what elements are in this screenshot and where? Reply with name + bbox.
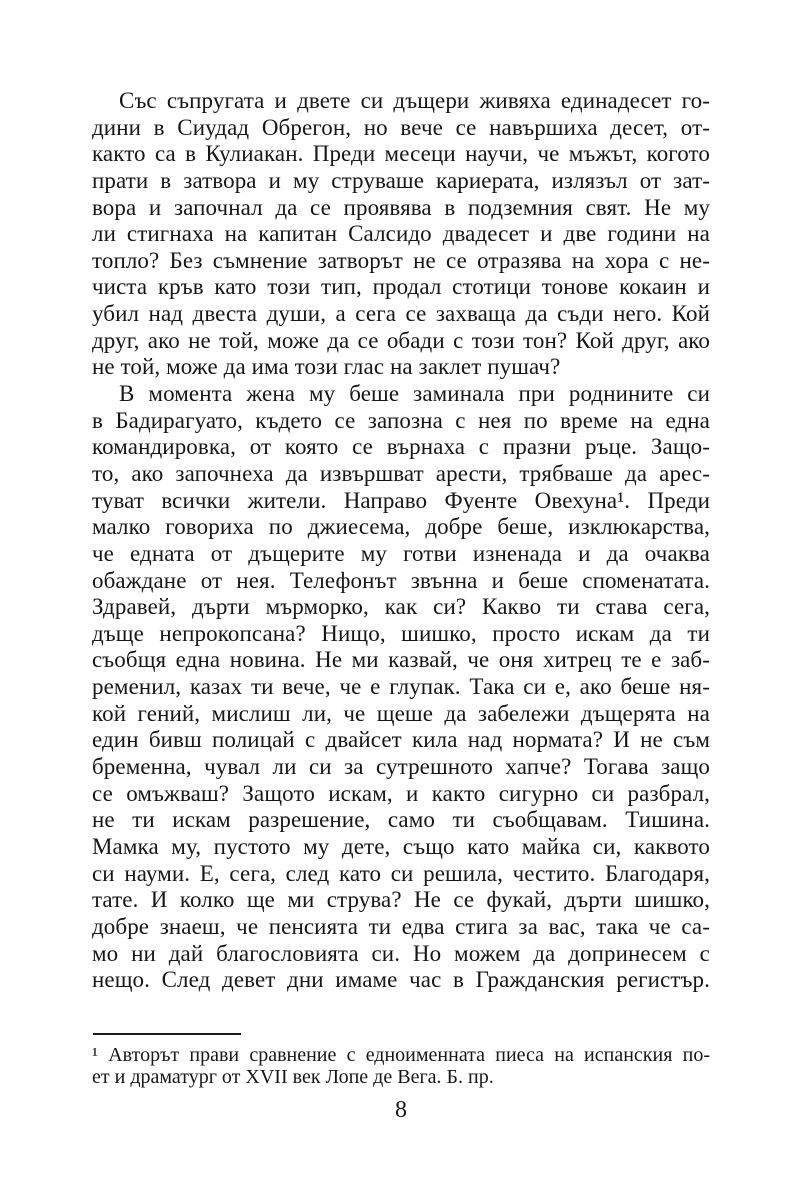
text-line: туват всички жители. Направо Фуенте Овехуна¹. Преди	[92, 487, 710, 513]
text-line: обаждане от нея. Телефонът звънна и беше споменатата.	[92, 567, 710, 593]
text-line: се омъжваш? Защото искам, и както сигурно си разбрал,	[92, 780, 710, 806]
text-line: Здравей, дърти мърморко, как си? Какво ти става сега,	[92, 594, 710, 620]
text-line: че едната от дъщерите му готви изненада и да очаква	[92, 540, 710, 566]
text-line: то, ако започнеха да извършват арести, трябваше да арес-	[92, 460, 710, 486]
text-line: кой гений, мислиш ли, че щеше да забележи дъщерята на	[92, 700, 710, 726]
page-body-text	[92, 88, 710, 994]
text-line: убил над двеста души, а сега се захваща да съди него. Кой	[92, 301, 710, 327]
paragraph	[92, 88, 710, 381]
text-line: съобщя една новина. Не ми казвай, че оня хитрец те е заб-	[92, 647, 710, 673]
text-line: ременил, казах ти вече, че е глупак. Така си е, ако беше ня-	[92, 674, 710, 700]
text-line: не той, може да има този глас на заклет пушач?	[92, 354, 561, 380]
footnote-line: ет и драматург от XVII век Лопе де Вега. Б. пр.	[92, 1066, 494, 1089]
text-line: един бивш полицай с двайсет кила над нормата? И не съм	[92, 727, 710, 753]
text-line: вора и започнал да се проявява в подземния свят. Не му	[92, 194, 710, 220]
text-line: Със съпругата и двете си дъщери живяха единадесет го-	[119, 88, 710, 113]
footnote	[92, 1044, 710, 1089]
text-line: добре знаеш, че пенсията ти едва стига за вас, така че са-	[92, 913, 710, 939]
text-line: В момента жена му беше заминала при роднините си	[119, 381, 710, 407]
text-line: както са в Кулиакан. Преди месеци научи, че мъжът, когото	[92, 141, 710, 167]
text-line: командировка, от която се върнаха с празни ръце. Защо-	[92, 434, 710, 460]
text-line: бременна, чувал ли си за сутрешното хапче? Тогава защо	[92, 754, 710, 780]
text-line: малко говориха по джиесема, добре беше, изклюкарства,	[92, 514, 710, 540]
text-line: в Бадирагуато, където се запозна с нея по време на една	[92, 407, 710, 433]
paragraph	[92, 381, 710, 994]
text-line: не ти искам разрешение, само ти съобщавам. Тишина.	[92, 807, 710, 833]
text-line: си науми. Е, сега, след като си решила, честито. Благодаря,	[92, 860, 710, 886]
text-line: мо ни дай благословията си. Но можем да допринесем с	[92, 940, 710, 966]
text-line: ли стигнаха на капитан Салсидо двадесет и две години на	[92, 221, 710, 247]
text-line: дъще непрокопсана? Нищо, шишко, просто искам да ти	[92, 620, 710, 646]
text-line: друг, ако не той, може да се обади с този тон? Кой друг, ако	[92, 327, 710, 353]
text-line: нещо. След девет дни имаме час в Гражданския регистър.	[92, 967, 710, 993]
page-number: 8	[395, 1096, 407, 1123]
footnote-separator	[93, 1033, 241, 1035]
text-line: прати в затвора и му струваше кариерата, излязъл от зат-	[92, 167, 710, 193]
text-line: Мамка му, пустото му дете, също като майка си, каквото	[92, 833, 710, 859]
text-line: дини в Сиудад Обрегон, но вече се навършиха десет, от-	[92, 114, 710, 140]
text-line: топло? Без съмнение затворът не се отразява на хора с не-	[92, 247, 710, 273]
footnote-line: ¹ Авторът прави сравнение с едноименната пиеса на испанския по-	[92, 1043, 710, 1066]
text-line: чиста кръв като този тип, продал стотици тонове кокаин и	[92, 274, 710, 300]
text-line: тате. И колко ще ми струва? Не се фукай, дърти шишко,	[92, 887, 710, 913]
